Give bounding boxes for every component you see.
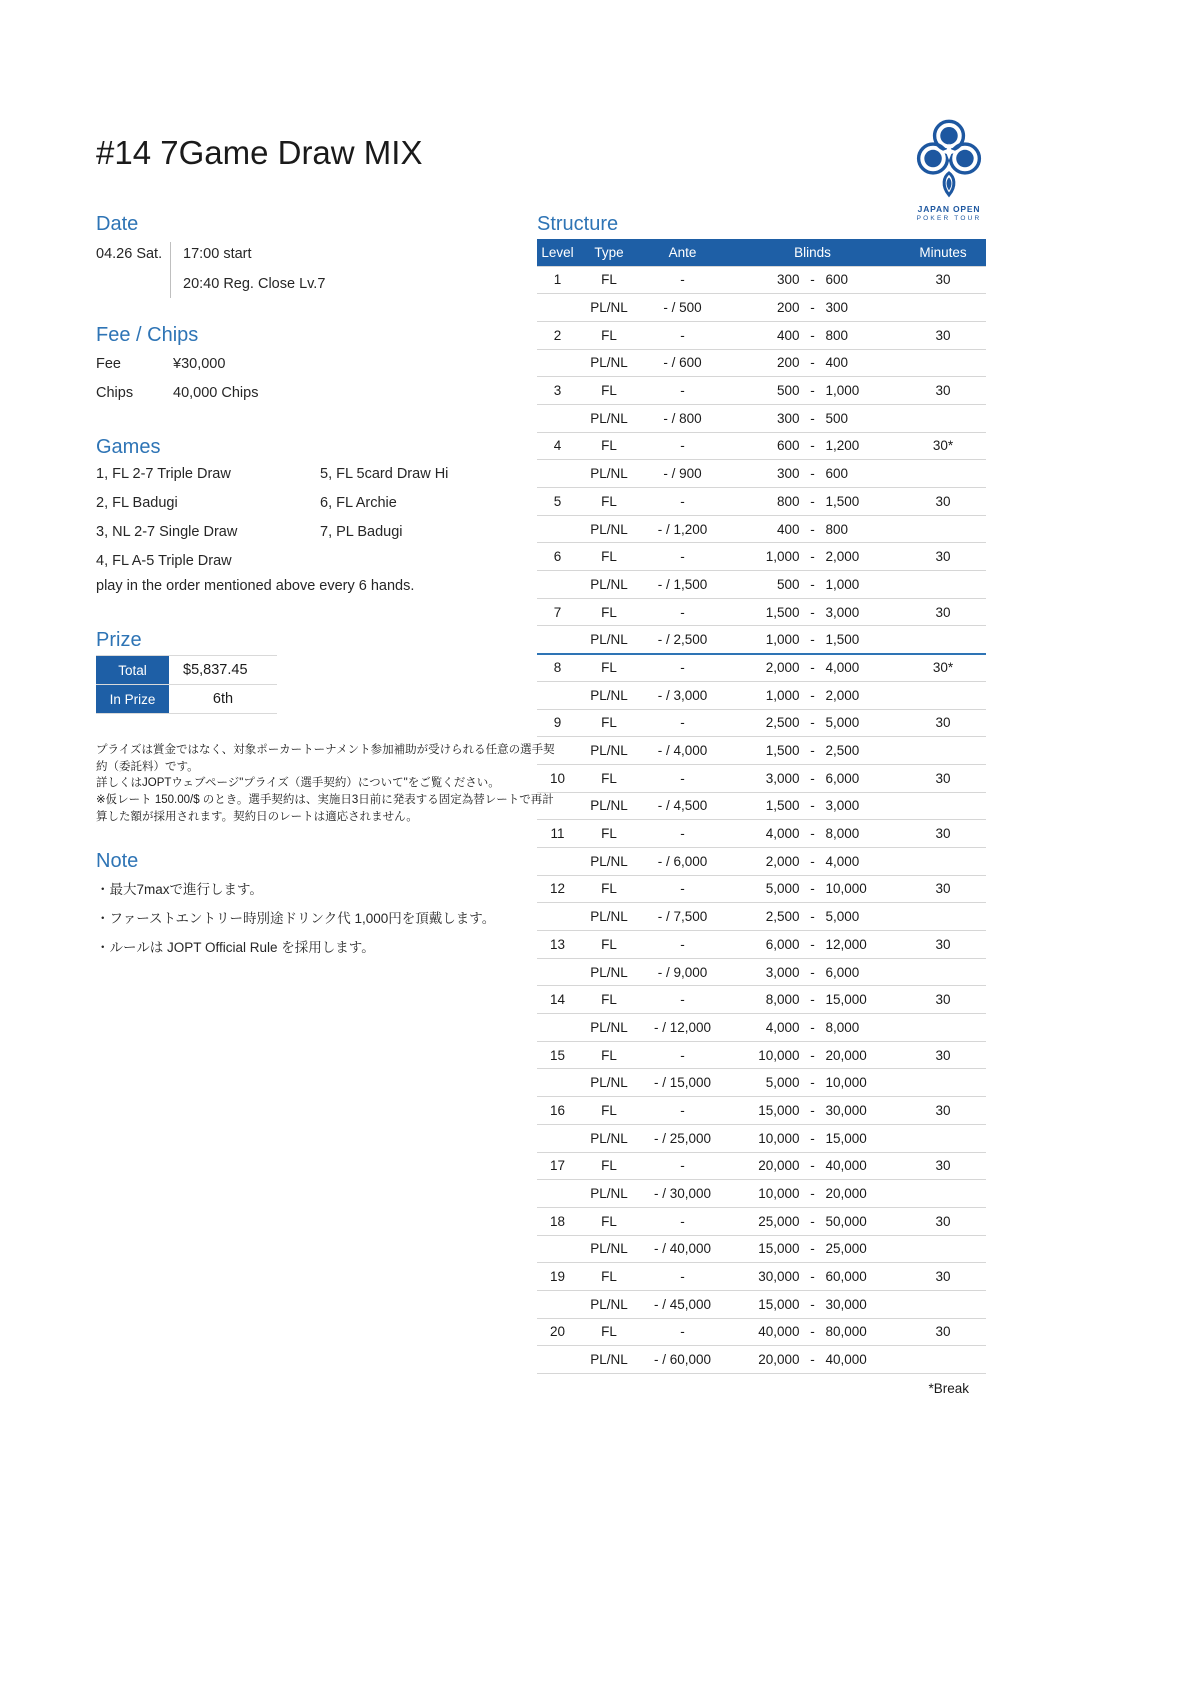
- chips-label: Chips: [96, 385, 134, 401]
- structure-row-plnl: PL/NL - / 60,000 20,000 - 40,000: [537, 1346, 986, 1374]
- structure-table-body: [537, 266, 986, 1374]
- structure-row-fl: 8 FL - 2,000 - 4,000 30*: [537, 654, 986, 682]
- structure-table: [537, 239, 986, 1374]
- reg-close-time: 20:40 Reg. Close Lv.7: [183, 276, 326, 292]
- structure-row-fl: 3 FL - 500 - 1,000 30: [537, 377, 986, 405]
- fee-chips-heading: Fee / Chips: [96, 324, 199, 346]
- chips-value: 40,000 Chips: [173, 385, 259, 401]
- structure-row-fl: 13 FL - 6,000 - 12,000 30: [537, 931, 986, 959]
- structure-row-fl: 20 FL - 40,000 - 80,000 30: [537, 1318, 986, 1346]
- structure-heading: Structure: [537, 213, 619, 235]
- game-item: 1, FL 2-7 Triple Draw: [96, 466, 231, 482]
- games-order-note: play in the order mentioned above every 6 hands.: [96, 578, 415, 594]
- structure-row-fl: 15 FL - 10,000 - 20,000 30: [537, 1041, 986, 1069]
- structure-row-plnl: PL/NL - / 12,000 4,000 - 8,000: [537, 1014, 986, 1042]
- prize-inprize-row: [96, 685, 277, 714]
- col-blinds: Blinds: [725, 239, 900, 266]
- game-item: 7, PL Badugi: [320, 524, 403, 540]
- game-item: 3, NL 2-7 Single Draw: [96, 524, 238, 540]
- structure-row-fl: 5 FL - 800 - 1,500 30: [537, 488, 986, 516]
- structure-row-fl: 7 FL - 1,500 - 3,000 30: [537, 598, 986, 626]
- structure-row-plnl: PL/NL - / 1,500 500 - 1,000: [537, 571, 986, 599]
- col-type: Type: [578, 239, 640, 266]
- prize-heading: Prize: [96, 629, 142, 651]
- structure-row-plnl: PL/NL - / 9,000 3,000 - 6,000: [537, 958, 986, 986]
- structure-row-plnl: PL/NL - / 15,000 5,000 - 10,000: [537, 1069, 986, 1097]
- structure-row-plnl: PL/NL - / 45,000 15,000 - 30,000: [537, 1290, 986, 1318]
- prize-total-label: Total: [96, 656, 169, 684]
- structure-row-fl: 19 FL - 30,000 - 60,000 30: [537, 1263, 986, 1291]
- games-heading: Games: [96, 436, 161, 458]
- structure-header-row: [537, 239, 986, 266]
- prize-total-row: [96, 656, 277, 685]
- structure-row-plnl: PL/NL - / 6,000 2,000 - 4,000: [537, 847, 986, 875]
- prize-inprize-label: In Prize: [96, 685, 169, 713]
- structure-row-plnl: PL/NL - / 900 300 - 600: [537, 460, 986, 488]
- logo-text-line2: POKER TOUR: [916, 215, 982, 222]
- structure-row-plnl: PL/NL - / 7,500 2,500 - 5,000: [537, 903, 986, 931]
- structure-row-fl: 4 FL - 600 - 1,200 30*: [537, 432, 986, 460]
- structure-table-wrap: [537, 239, 986, 1374]
- game-item: 6, FL Archie: [320, 495, 397, 511]
- note-heading: Note: [96, 850, 139, 872]
- page-title: #14 7Game Draw MIX: [96, 134, 423, 171]
- japan-open-poker-tour-logo: [905, 116, 993, 222]
- structure-row-fl: 10 FL - 3,000 - 6,000 30: [537, 764, 986, 792]
- structure-row-fl: 14 FL - 8,000 - 15,000 30: [537, 986, 986, 1014]
- structure-row-plnl: PL/NL - / 800 300 - 500: [537, 404, 986, 432]
- fee-label: Fee: [96, 356, 121, 372]
- date-block: [96, 240, 325, 300]
- game-item: 4, FL A-5 Triple Draw: [96, 553, 232, 569]
- games-list: [96, 466, 448, 582]
- club-clover-icon: [911, 116, 987, 198]
- structure-row-plnl: PL/NL - / 4,500 1,500 - 3,000: [537, 792, 986, 820]
- col-level: Level: [537, 239, 578, 266]
- structure-row-plnl: PL/NL - / 4,000 1,500 - 2,500: [537, 737, 986, 765]
- date-heading: Date: [96, 213, 139, 235]
- col-ante: Ante: [640, 239, 725, 266]
- disclaimer-line: プライズは賞金ではなく、対象ポーカートーナメント参加補助が受けられる任意の選手契約（委託料）です。: [96, 744, 555, 773]
- structure-row-fl: 12 FL - 5,000 - 10,000 30: [537, 875, 986, 903]
- prize-inprize-value: 6th: [212, 691, 234, 707]
- structure-row-plnl: PL/NL - / 30,000 10,000 - 20,000: [537, 1180, 986, 1208]
- structure-row-plnl: PL/NL - / 2,500 1,000 - 1,500: [537, 626, 986, 654]
- note-item: ・ファーストエントリー時別途ドリンク代 1,000円を頂戴します。: [96, 911, 496, 926]
- structure-row-fl: 18 FL - 25,000 - 50,000 30: [537, 1207, 986, 1235]
- prize-disclaimer: [96, 742, 558, 825]
- prize-table: [96, 655, 277, 714]
- structure-row-plnl: PL/NL - / 25,000 10,000 - 15,000: [537, 1124, 986, 1152]
- structure-row-plnl: PL/NL - / 500 200 - 300: [537, 294, 986, 322]
- structure-row-plnl: PL/NL - / 40,000 15,000 - 25,000: [537, 1235, 986, 1263]
- structure-row-fl: 1 FL - 300 - 600 30: [537, 266, 986, 294]
- note-item: ・ルールは JOPT Official Rule を採用します。: [96, 940, 375, 955]
- structure-row-fl: 11 FL - 4,000 - 8,000 30: [537, 820, 986, 848]
- structure-row-plnl: PL/NL - / 600 200 - 400: [537, 349, 986, 377]
- fee-chips-block: [96, 356, 258, 414]
- chips-row: [96, 385, 258, 401]
- disclaimer-line: 詳しくはJOPTウェブページ"プライズ（選手契約）について"をご覧ください。: [96, 777, 500, 790]
- structure-row-fl: 17 FL - 20,000 - 40,000 30: [537, 1152, 986, 1180]
- note-item: ・最大7maxで進行します。: [96, 882, 263, 897]
- game-item: 2, FL Badugi: [96, 495, 178, 511]
- note-list: [96, 878, 495, 965]
- start-time: 17:00 start: [183, 246, 252, 262]
- prize-total-value: $5,837.45: [183, 662, 248, 678]
- break-footnote: *Break: [928, 1381, 969, 1396]
- logo-text-line1: JAPAN OPEN: [917, 204, 981, 214]
- structure-row-fl: 6 FL - 1,000 - 2,000 30: [537, 543, 986, 571]
- structure-row-fl: 2 FL - 400 - 800 30: [537, 321, 986, 349]
- structure-row-plnl: PL/NL - / 3,000 1,000 - 2,000: [537, 681, 986, 709]
- structure-row-fl: 16 FL - 15,000 - 30,000 30: [537, 1097, 986, 1125]
- fee-row: [96, 356, 258, 372]
- date-day: 04.26 Sat.: [96, 246, 163, 262]
- structure-row-fl: 9 FL - 2,500 - 5,000 30: [537, 709, 986, 737]
- fee-value: ¥30,000: [173, 356, 226, 372]
- disclaimer-line: ※仮レート 150.00/$ のとき。選手契約は、実施日3日前に発表する固定為替レートで再計算した額が採用されます。契約日のレートは適応されません。: [96, 794, 554, 823]
- structure-row-plnl: PL/NL - / 1,200 400 - 800: [537, 515, 986, 543]
- game-item: 5, FL 5card Draw Hi: [320, 466, 449, 482]
- col-minutes: Minutes: [900, 239, 986, 266]
